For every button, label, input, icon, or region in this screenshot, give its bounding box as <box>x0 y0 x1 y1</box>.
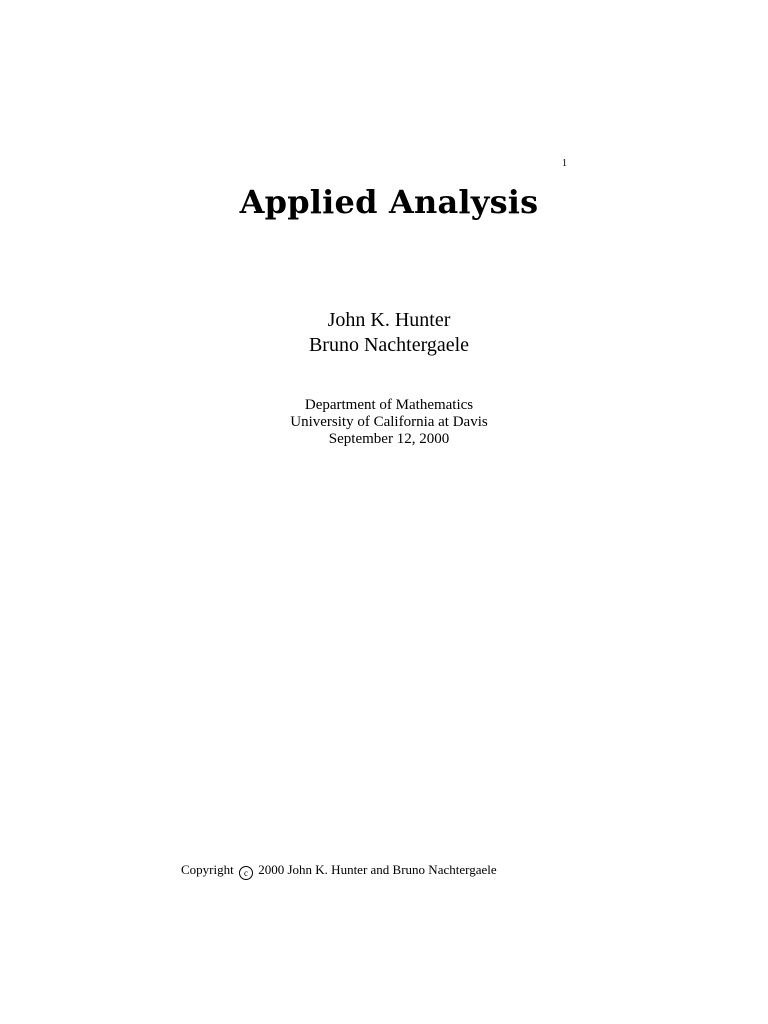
author-name: Bruno Nachtergaele <box>308 334 470 356</box>
document-title: Applied Analysis <box>239 183 539 221</box>
page-number: 1 <box>562 158 567 169</box>
copyright-icon: c <box>239 866 253 880</box>
university-name: University of California at Davis <box>290 414 488 430</box>
department-name: Department of Mathematics <box>304 397 474 413</box>
copyright-notice <box>181 862 497 880</box>
copyright-text: 2000 John K. Hunter and Bruno Nachtergaele <box>258 862 497 877</box>
document-date: September 12, 2000 <box>328 431 450 447</box>
author-name: John K. Hunter <box>327 309 451 331</box>
copyright-prefix: Copyright <box>181 862 234 877</box>
author-list <box>0 308 768 358</box>
affiliation-block <box>0 397 768 448</box>
